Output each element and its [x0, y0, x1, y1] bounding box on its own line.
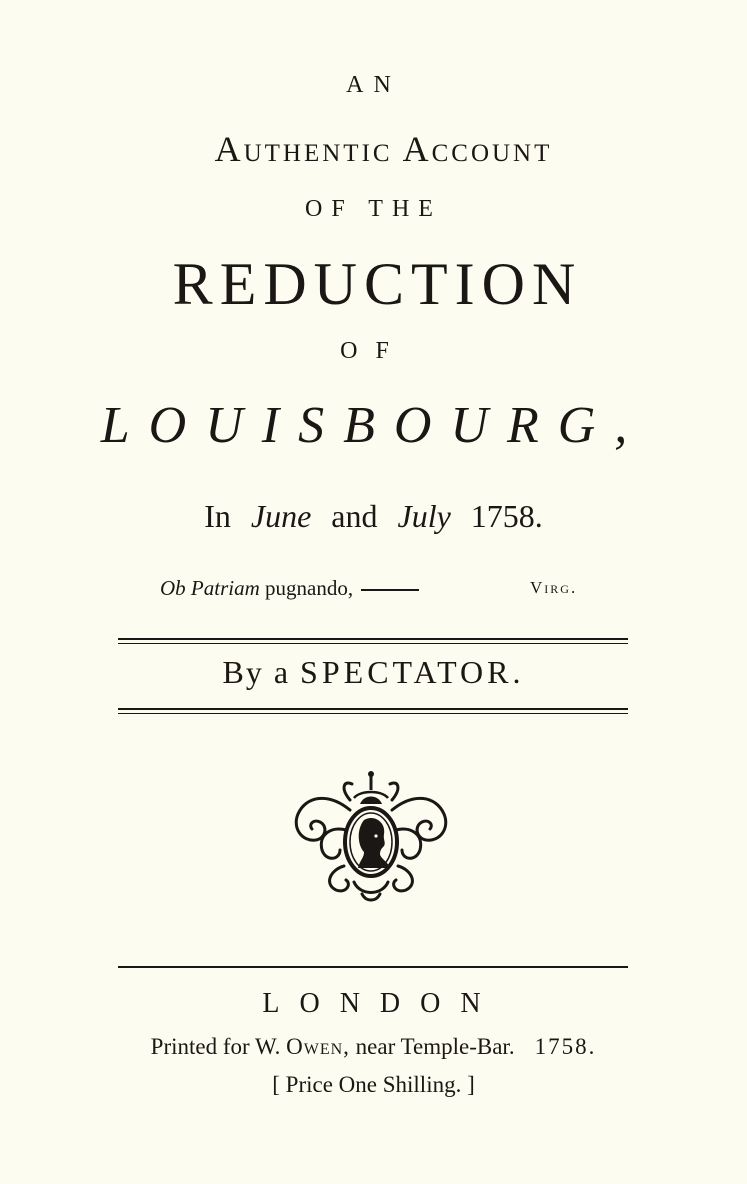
- motto-pugnando: pugnando,: [265, 576, 354, 600]
- title-of: OF: [340, 338, 407, 364]
- motto-source: Virg.: [530, 578, 578, 597]
- date-july: July: [397, 498, 451, 534]
- date-in: In: [204, 498, 231, 534]
- printers-ornament-icon: [288, 770, 454, 906]
- title-reduction: REDUCTION: [172, 251, 583, 317]
- imprint-year: 1758.: [534, 1034, 597, 1059]
- imprint-owen: Owen,: [286, 1034, 350, 1059]
- date-june: June: [250, 498, 312, 534]
- double-rule-top: [118, 638, 628, 640]
- author-line: [0, 654, 747, 691]
- date-year: 1758.: [470, 498, 543, 534]
- imprint-printed-line: [0, 1034, 747, 1060]
- imprint-printed-for: Printed for W.: [150, 1034, 281, 1059]
- imprint-near: near Temple-Bar.: [355, 1034, 515, 1059]
- title-an: AN: [346, 72, 401, 98]
- motto-dash: [361, 589, 419, 591]
- motto-patriam: Patriam: [190, 576, 260, 600]
- title-louisbourg: LOUISBOURG,: [100, 397, 647, 454]
- single-rule-bottom: [118, 966, 628, 968]
- double-rule-middle: [118, 708, 628, 710]
- imprint-city: LONDON: [262, 988, 501, 1019]
- title-of-the: OF THE: [305, 196, 442, 222]
- date-line: [0, 498, 747, 535]
- title-authentic-account: Authentic Account: [214, 129, 553, 169]
- author-by-a: By a: [222, 654, 291, 690]
- imprint-price: [ Price One Shilling. ]: [272, 1072, 475, 1097]
- date-and: and: [331, 498, 378, 534]
- motto-line: [160, 576, 600, 601]
- motto-ob: Ob: [160, 576, 186, 600]
- author-spectator: SPECTATOR.: [300, 654, 525, 690]
